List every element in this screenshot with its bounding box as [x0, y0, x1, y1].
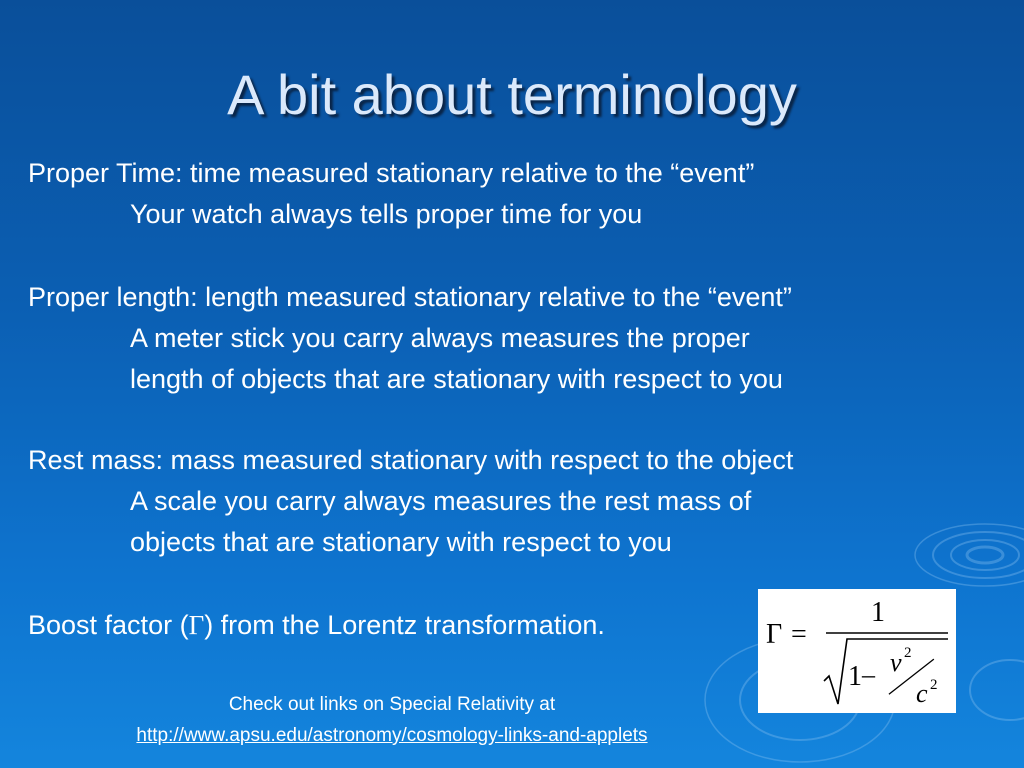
boost-prefix: Boost factor ( — [28, 610, 189, 640]
formula-c-exponent: 2 — [930, 677, 938, 693]
footer-text: Check out links on Special Relativity at — [228, 694, 556, 715]
boost-suffix: ) from the Lorentz transformation. — [204, 610, 605, 640]
rest-mass-label: Rest mass: mass measured stationary with respect to the object — [28, 445, 794, 475]
proper-time-detail: Your watch always tells proper time for you — [130, 199, 643, 229]
footer-link-row — [0, 724, 784, 748]
formula-sqrt — [824, 639, 948, 704]
proper-length-label: Proper length: length measured stationary relative to the “event” — [28, 282, 792, 312]
lorentz-formula-svg — [758, 589, 956, 713]
gamma-symbol: Γ — [188, 610, 205, 640]
rest-mass-detail-line2: objects that are stationary with respect to you — [130, 527, 672, 557]
formula-minus: – — [862, 660, 875, 689]
formula-v: v — [890, 648, 902, 677]
formula-numerator: 1 — [871, 597, 885, 628]
links-url[interactable]: http://www.apsu.edu/astronomy/cosmology-links-and-applets — [136, 725, 648, 746]
proper-length-detail-line1: A meter stick you carry always measures the proper — [130, 323, 750, 353]
proper-time-label: Proper Time: time measured stationary relative to the “event” — [28, 158, 755, 188]
formula-v-exponent: 2 — [904, 645, 912, 661]
proper-length-detail-line2: length of objects that are stationary with respect to you — [130, 364, 783, 394]
formula-one: 1 — [848, 661, 862, 692]
formula-c: c — [916, 679, 928, 708]
slide-title: A bit about terminology — [227, 63, 797, 126]
lorentz-formula — [758, 589, 956, 713]
formula-gamma: Γ — [766, 619, 783, 650]
formula-equals: = — [791, 619, 807, 650]
rest-mass-detail-line1: A scale you carry always measures the rest mass of — [130, 486, 752, 516]
boost-factor-line — [28, 608, 605, 642]
